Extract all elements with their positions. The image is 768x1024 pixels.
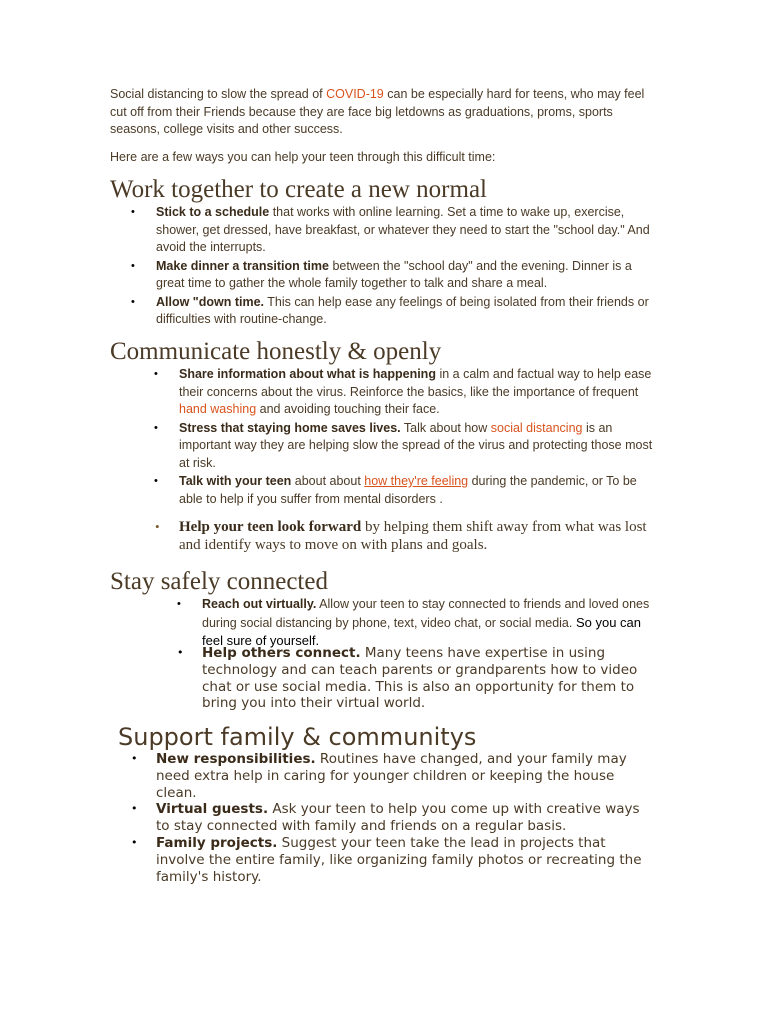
bullet-icon: • bbox=[131, 206, 135, 218]
list-stay-connected-2 bbox=[177, 645, 652, 712]
list-item bbox=[177, 645, 652, 712]
intro-text-continued: can be especially hard for teens, who may feel cut off from their Friends because they are face big letdowns as graduations, proms, sports seasons, college visits and other success. bbox=[110, 87, 645, 136]
item-bold: Help others connect. bbox=[202, 645, 361, 661]
item-bold: Reach out virtually. bbox=[202, 597, 317, 611]
intro-paragraph-2: Here are a few ways you can help your teen through this difficult time: bbox=[110, 150, 496, 164]
list-work-together bbox=[131, 204, 656, 329]
item-bold: New responsibilities. bbox=[156, 751, 316, 767]
item-text: by helping them shift away from what was lost and identify ways to move on with plans and goals. bbox=[179, 519, 647, 553]
bullet-icon: • bbox=[131, 802, 138, 816]
list-item bbox=[155, 518, 649, 554]
bullet-icon: • bbox=[131, 295, 135, 308]
how-theyre-feeling-link[interactable]: how they're feeling bbox=[364, 474, 469, 488]
item-bold: Virtual guests. bbox=[156, 801, 269, 818]
list-support-family bbox=[131, 751, 656, 885]
item-text: Allow your teen to stay connected to friends and loved ones during social distancing by phone, text, video chat, or social media. bbox=[202, 597, 650, 630]
item-text: in a calm and factual way to help ease their concerns about the virus. Reinforce the basics, like the importance of frequent bbox=[179, 367, 652, 399]
section-heading-stay-connected: Stay safely connected bbox=[110, 568, 328, 595]
bullet-icon: • bbox=[131, 835, 138, 849]
list-item bbox=[154, 473, 659, 508]
bullet-icon: • bbox=[131, 259, 135, 272]
list-stay-connected bbox=[177, 596, 652, 651]
item-text: and avoiding touching their face. bbox=[256, 402, 440, 416]
item-text: Many teens have expertise in using technology and can teach parents or grandparents how to video chat or use social media. This is also an opportunity for them to bring you into their virtual world. bbox=[202, 645, 638, 712]
social-distancing-link[interactable]: social distancing bbox=[490, 420, 583, 435]
bullet-icon: • bbox=[131, 752, 138, 765]
list-item bbox=[131, 801, 656, 835]
list-item bbox=[131, 751, 656, 801]
list-item bbox=[131, 294, 656, 329]
section-heading-work-together: Work together to create a new normal bbox=[110, 176, 487, 203]
item-bold: Share information about what is happening bbox=[179, 367, 436, 381]
item-text: Ask your teen to help you come up with creative ways to stay connected with family and friends on a regular basis. bbox=[156, 801, 640, 835]
bullet-icon: • bbox=[177, 646, 184, 659]
bullet-icon: • bbox=[154, 368, 158, 380]
list-communicate bbox=[154, 366, 659, 508]
item-text: Routines have changed, and your family may need extra help in caring for younger children or keeping the house clean. bbox=[156, 751, 627, 801]
intro-paragraph bbox=[110, 86, 650, 139]
list-item bbox=[131, 258, 656, 293]
item-text: Talk about how bbox=[400, 420, 491, 435]
item-bold: Stick to a schedule bbox=[156, 205, 270, 219]
item-bold: Make dinner a transition time bbox=[156, 258, 329, 273]
item-text: that works with online learning. Set a time to wake up, exercise, shower, get dressed, have breakfast, or whatever they need to start the "school day." And avoid the interrupts. bbox=[156, 205, 650, 254]
item-bold: Stress that staying home saves lives. bbox=[179, 420, 401, 435]
bullet-icon: • bbox=[154, 475, 158, 487]
list-item bbox=[154, 420, 659, 473]
hand-washing-link[interactable]: hand washing bbox=[179, 402, 257, 416]
bullet-icon: • bbox=[155, 519, 160, 534]
section-heading-communicate: Communicate honestly & openly bbox=[110, 338, 442, 365]
section-heading-support-family: Support family & communitys bbox=[118, 723, 477, 751]
item-text-extra: So you can feel sure of yourself. bbox=[202, 614, 642, 648]
item-text: Suggest your teen take the lead in projects that involve the entire family, like organizing family photos or recreating the family's history. bbox=[156, 834, 642, 885]
item-text: is an important way they are helping slow the spread of the virus and protecting those most at risk. bbox=[179, 420, 653, 470]
item-text: during the pandemic, or To be able to help if you suffer from mental disorders . bbox=[179, 474, 637, 506]
item-bold: Talk with your teen bbox=[179, 474, 292, 488]
item-bold: Help your teen look forward bbox=[179, 519, 362, 535]
item-text: between the "school day" and the evening. Dinner is a great time to gather the whole family together to talk and share a meal. bbox=[156, 258, 632, 290]
intro-text: Social distancing to slow the spread of bbox=[110, 87, 327, 101]
covid-link[interactable]: COVID-19 bbox=[326, 87, 384, 101]
bullet-icon: • bbox=[177, 598, 181, 610]
item-bold: Family projects. bbox=[156, 834, 278, 851]
item-text: This can help ease any feelings of being isolated from their friends or difficulties with routine-change. bbox=[156, 294, 649, 326]
list-item bbox=[177, 596, 652, 651]
item-bold: Allow "down time. bbox=[156, 294, 265, 309]
list-communicate-forward bbox=[155, 518, 649, 554]
list-item bbox=[131, 834, 656, 885]
bullet-icon: • bbox=[154, 421, 158, 434]
list-item bbox=[131, 204, 656, 257]
item-text: about about bbox=[291, 474, 365, 488]
list-item bbox=[154, 366, 659, 419]
